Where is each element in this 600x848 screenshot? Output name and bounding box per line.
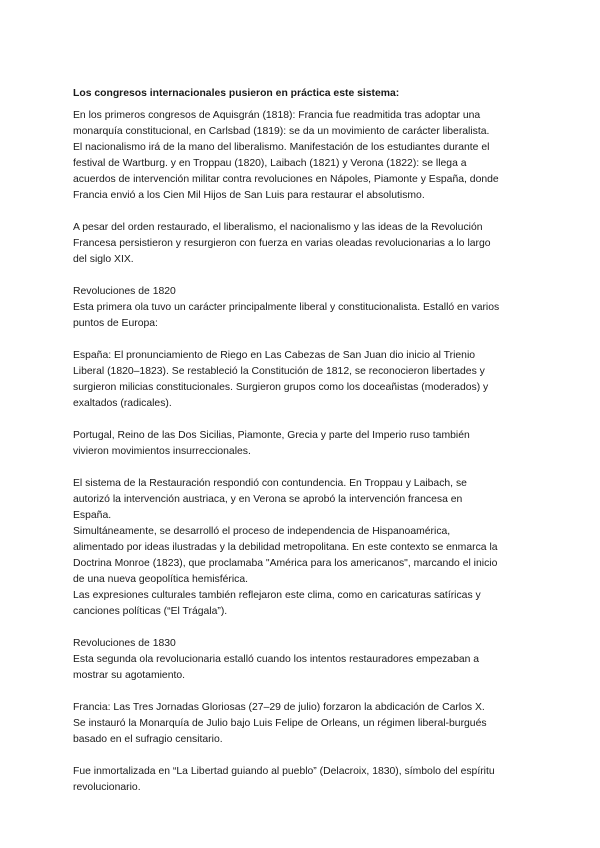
paragraph-line: A pesar del orden restaurado, el liberalismo, el nacionalismo y las ideas de la Revolución [73, 222, 483, 233]
paragraph-line: Francia envió a los Cien Mil Hijos de San Luis para restaurar el absolutismo. [73, 190, 425, 201]
paragraph [73, 700, 543, 748]
paragraph-line: El nacionalismo irá de la mano del liberalismo. Manifestación de los estudiantes durante el [73, 142, 490, 153]
paragraph-line: Francia: Las Tres Jornadas Gloriosas (27–29 de julio) forzaron la abdicación de Carlos X. [73, 702, 485, 713]
paragraph-line: revolucionario. [73, 782, 141, 793]
document-page [73, 86, 543, 812]
paragraph-list [73, 108, 543, 796]
paragraph-line: puntos de Europa: [73, 318, 158, 329]
paragraph-line: festival de Wartburg. y en Troppau (1820), Laibach (1821) y Verona (1822): se llega a [73, 158, 467, 169]
paragraph-line: Se instauró la Monarquía de Julio bajo Luis Felipe de Orleans, un régimen liberal-burgués [73, 718, 487, 729]
paragraph-line: Fue inmortalizada en “La Libertad guiando al pueblo” (Delacroix, 1830), símbolo del espíritu [73, 766, 495, 777]
paragraph-line: acuerdos de intervención militar contra revoluciones en Nápoles, Piamonte y España, donde [73, 174, 499, 185]
section-heading: Los congresos internacionales pusieron en práctica este sistema: [73, 88, 400, 99]
paragraph [73, 428, 543, 460]
paragraph-line: Liberal (1820–1823). Se restableció la Constitución de 1812, se reconocieron libertades y [73, 366, 485, 377]
paragraph-line: Revoluciones de 1820 [73, 286, 176, 297]
paragraph-line: Revoluciones de 1830 [73, 638, 176, 649]
paragraph [73, 284, 543, 332]
paragraph [73, 348, 543, 412]
paragraph-line: vivieron movimientos insurreccionales. [73, 446, 251, 457]
paragraph-line: Francesa persistieron y resurgieron con fuerza en varias oleadas revolucionarias a lo largo [73, 238, 491, 249]
paragraph-line: del siglo XIX. [73, 254, 134, 265]
paragraph-line: canciones políticas (“El Trágala”). [73, 606, 228, 617]
paragraph-line: autorizó la intervención austriaca, y en Verona se aprobó la intervención francesa en [73, 494, 463, 505]
paragraph [73, 636, 543, 684]
paragraph [73, 108, 543, 204]
paragraph-line: Portugal, Reino de las Dos Sicilias, Piamonte, Grecia y parte del Imperio ruso también [73, 430, 470, 441]
paragraph-line: Doctrina Monroe (1823), que proclamaba "América para los americanos", marcando el inicio [73, 558, 498, 569]
paragraph-line: El sistema de la Restauración respondió con contundencia. En Troppau y Laibach, se [73, 478, 467, 489]
paragraph-line: monarquía constitucional, en Carlsbad (1819): se da un movimiento de carácter liberalista. [73, 126, 490, 137]
paragraph-line: Simultáneamente, se desarrolló el proceso de independencia de Hispanoamérica, [73, 526, 451, 537]
paragraph-line: Las expresiones culturales también reflejaron este clima, como en caricaturas satíricas y [73, 590, 481, 601]
paragraph-line: de una nueva geopolítica hemisférica. [73, 574, 249, 585]
paragraph-line: surgieron milicias constitucionales. Surgieron grupos como los doceañistas (moderados) y [73, 382, 489, 393]
paragraph-line: exaltados (radicales). [73, 398, 172, 409]
paragraph-line: basado en el sufragio censitario. [73, 734, 223, 745]
paragraph-line: España: El pronunciamiento de Riego en Las Cabezas de San Juan dio inicio al Trienio [73, 350, 476, 361]
paragraph-line: Esta primera ola tuvo un carácter principalmente liberal y constitucionalista. Estalló en varios [73, 302, 500, 313]
paragraph-line: En los primeros congresos de Aquisgrán (1818): Francia fue readmitida tras adoptar una [73, 110, 481, 121]
paragraph-line: España. [73, 510, 112, 521]
paragraph-line: alimentado por ideas ilustradas y la debilidad metropolitana. En este contexto se enmarca la [73, 542, 498, 553]
paragraph [73, 220, 543, 268]
paragraph-line: Esta segunda ola revolucionaria estalló cuando los intentos restauradores empezaban a [73, 654, 480, 665]
paragraph-line: mostrar su agotamiento. [73, 670, 186, 681]
paragraph [73, 476, 543, 620]
paragraph [73, 764, 543, 796]
